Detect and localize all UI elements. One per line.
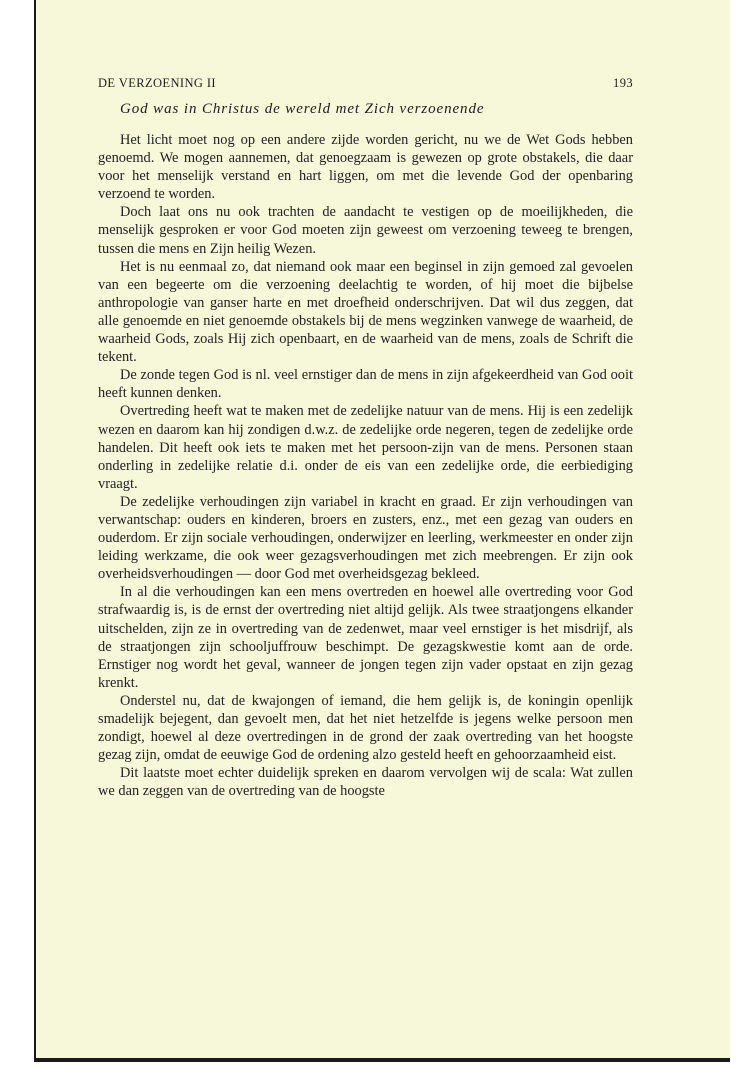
paragraph: De zonde tegen God is nl. veel ernstiger dan de mens in zijn afgekeerdheid van God ooit heeft kunnen denken. — [98, 367, 633, 402]
paragraph: Overtreding heeft wat te maken met de zedelijke natuur van de mens. Hij is een zedelijk wezen en daarom kan hij zondigen d.w.z. de zedelijke orde negeren, tegen de zedelijke orde handelen. Dit heeft ook iets te maken met het persoon-zijn van de mens. Personen staan onderling in zedelijke relatie d.i. onder de eis van een zedelijke orde, die eerbiediging vraagt. — [98, 403, 633, 492]
running-head — [98, 76, 633, 91]
paragraph: In al die verhoudingen kan een mens overtreden en hoewel alle overtreding voor God strafwaardig is, is de ernst der overtreding niet altijd gelijk. Als twee straatjongens elkander uitschelden, zijn ze in overtreding van de zedenwet, maar veel ernstiger is het misdrijf, als de straatjongen zijn schooljuffrouw beschimpt. De gezagskwestie komt aan de orde. Ernstiger nog wordt het geval, wanneer de jongen tegen zijn vader opstaat en zijn gezag krenkt. — [98, 584, 633, 691]
paragraph: Het licht moet nog op een andere zijde worden gericht, nu we de Wet Gods hebben genoemd. We mogen aannemen, dat genoegzaam is gewezen op grote obstakels, die daar voor het menselijk verstand en hart liggen, om met die levende God der openbaring verzoend te worden. — [98, 132, 633, 203]
paragraph: Het is nu eenmaal zo, dat niemand ook maar een beginsel in zijn gemoed zal gevoelen van een begeerte om die verzoening deelachtig te worden, of hij moet die bijbelse anthropologie van ganser harte en met droefheid onderschrijven. Dat wil dus zeggen, dat alle genoemde en niet genoemde obstakels bij de mens wegzinken vanwege de waarheid, de waarheid Gods, zoals Hij zich openbaart, en de waarheid van de mens, zoals de Schrift die tekent. — [98, 258, 633, 366]
body-text — [98, 131, 633, 800]
paragraph: De zedelijke verhoudingen zijn variabel in kracht en graad. Er zijn verhoudingen van verwantschap: ouders en kinderen, broers en zusters, enz., met een gezag van ouders en ouderdom. Er zijn sociale verhoudingen, onderwijzer en leerling, werkmeester en onder zijn leiding werkzame, die ook weer gezagsverhoudingen met zich meebrengen. Er zijn ook overheidsverhoudingen — door God met overheidsgezag bekleed. — [98, 493, 633, 583]
paragraph: Dit laatste moet echter duidelijk spreken en daarom vervolgen wij de scala: Wat zullen we dan zeggen van de overtreding van de hoogste — [98, 765, 633, 800]
running-title: DE VERZOENING II — [98, 76, 216, 90]
paragraph: Doch laat ons nu ook trachten de aandacht te vestigen op de moeilijkheden, die menselijk gesproken er voor God moeten zijn geweest om verzoening teweeg te brengen, tussen die mens en Zijn heilig Wezen. — [98, 204, 633, 257]
page-number: 193 — [613, 76, 633, 90]
book-page — [34, 0, 730, 1062]
paragraph: Onderstel nu, dat de kwajongen of iemand, die hem gelijk is, de koningin openlijk smadelijk bejegent, dan gevoelt men, dat het niet hetzelfde is jegens welke persoon men zondigt, hoewel al deze overtredingen in de grond der zaak overtreding van het hoogste gezag zijn, omdat de eeuwige God de ordening alzo gesteld heeft en gehoorzaamheid eist. — [98, 692, 633, 764]
section-title: God was in Christus de wereld met Zich verzoenende — [120, 101, 485, 117]
